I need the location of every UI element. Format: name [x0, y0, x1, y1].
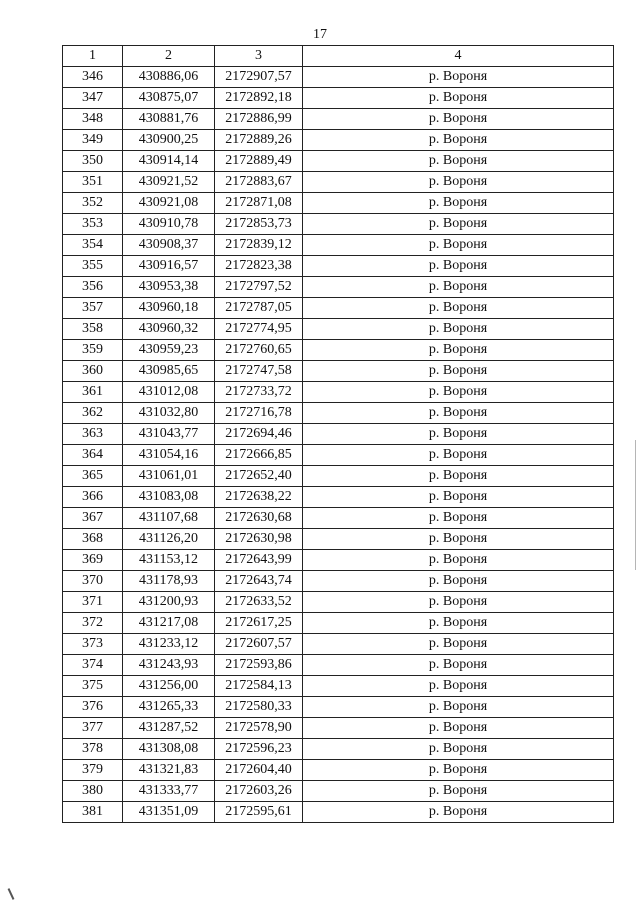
x-coordinate-cell: 431178,93	[123, 571, 215, 592]
point-number-cell: 361	[63, 382, 123, 403]
table-row	[63, 361, 614, 382]
y-coordinate-cell: 2172747,58	[215, 361, 303, 382]
y-coordinate-cell: 2172595,61	[215, 802, 303, 823]
description-cell: р. Вороня	[303, 781, 614, 802]
x-coordinate-cell: 430886,06	[123, 67, 215, 88]
description-cell: р. Вороня	[303, 697, 614, 718]
point-number-cell: 380	[63, 781, 123, 802]
x-coordinate-cell: 430921,08	[123, 193, 215, 214]
description-cell: р. Вороня	[303, 172, 614, 193]
page-number: 17	[313, 27, 327, 42]
table-row	[63, 88, 614, 109]
description-cell: р. Вороня	[303, 151, 614, 172]
point-number-cell: 350	[63, 151, 123, 172]
point-number-cell: 347	[63, 88, 123, 109]
description-cell: р. Вороня	[303, 802, 614, 823]
y-coordinate-cell: 2172633,52	[215, 592, 303, 613]
x-coordinate-cell: 430900,25	[123, 130, 215, 151]
x-coordinate-cell: 430985,65	[123, 361, 215, 382]
description-cell: р. Вороня	[303, 466, 614, 487]
y-coordinate-cell: 2172578,90	[215, 718, 303, 739]
point-number-cell: 353	[63, 214, 123, 235]
x-coordinate-cell: 431153,12	[123, 550, 215, 571]
table-row	[63, 403, 614, 424]
x-coordinate-cell: 431243,93	[123, 655, 215, 676]
point-number-cell: 376	[63, 697, 123, 718]
scan-mark	[8, 888, 15, 900]
x-coordinate-cell: 431107,68	[123, 508, 215, 529]
description-cell: р. Вороня	[303, 487, 614, 508]
y-coordinate-cell: 2172643,74	[215, 571, 303, 592]
description-cell: р. Вороня	[303, 214, 614, 235]
y-coordinate-cell: 2172889,49	[215, 151, 303, 172]
point-number-cell: 348	[63, 109, 123, 130]
description-cell: р. Вороня	[303, 340, 614, 361]
x-coordinate-cell: 431061,01	[123, 466, 215, 487]
description-cell: р. Вороня	[303, 508, 614, 529]
table-row	[63, 277, 614, 298]
point-number-cell: 366	[63, 487, 123, 508]
point-number-cell: 370	[63, 571, 123, 592]
y-coordinate-cell: 2172797,52	[215, 277, 303, 298]
table-row	[63, 592, 614, 613]
table-row	[63, 151, 614, 172]
table-row	[63, 466, 614, 487]
table-row	[63, 319, 614, 340]
point-number-cell: 373	[63, 634, 123, 655]
point-number-cell: 374	[63, 655, 123, 676]
x-coordinate-cell: 431032,80	[123, 403, 215, 424]
x-coordinate-cell: 430953,38	[123, 277, 215, 298]
table-row	[63, 613, 614, 634]
description-cell: р. Вороня	[303, 277, 614, 298]
description-cell: р. Вороня	[303, 718, 614, 739]
y-coordinate-cell: 2172733,72	[215, 382, 303, 403]
point-number-cell: 368	[63, 529, 123, 550]
point-number-cell: 352	[63, 193, 123, 214]
x-coordinate-cell: 431265,33	[123, 697, 215, 718]
description-cell: р. Вороня	[303, 235, 614, 256]
x-coordinate-cell: 430960,18	[123, 298, 215, 319]
point-number-cell: 349	[63, 130, 123, 151]
y-coordinate-cell: 2172823,38	[215, 256, 303, 277]
description-cell: р. Вороня	[303, 592, 614, 613]
x-coordinate-cell: 431233,12	[123, 634, 215, 655]
x-coordinate-cell: 431012,08	[123, 382, 215, 403]
point-number-cell: 365	[63, 466, 123, 487]
table-row	[63, 487, 614, 508]
point-number-cell: 364	[63, 445, 123, 466]
description-cell: р. Вороня	[303, 655, 614, 676]
description-cell: р. Вороня	[303, 67, 614, 88]
table-row	[63, 697, 614, 718]
table-row	[63, 760, 614, 781]
header-col-1: 1	[63, 46, 123, 67]
y-coordinate-cell: 2172666,85	[215, 445, 303, 466]
y-coordinate-cell: 2172886,99	[215, 109, 303, 130]
y-coordinate-cell: 2172883,67	[215, 172, 303, 193]
point-number-cell: 355	[63, 256, 123, 277]
point-number-cell: 369	[63, 550, 123, 571]
table-row	[63, 235, 614, 256]
header-col-4: 4	[303, 46, 614, 67]
description-cell: р. Вороня	[303, 256, 614, 277]
y-coordinate-cell: 2172603,26	[215, 781, 303, 802]
point-number-cell: 346	[63, 67, 123, 88]
description-cell: р. Вороня	[303, 130, 614, 151]
description-cell: р. Вороня	[303, 529, 614, 550]
table-row	[63, 445, 614, 466]
table-row	[63, 781, 614, 802]
y-coordinate-cell: 2172604,40	[215, 760, 303, 781]
point-number-cell: 379	[63, 760, 123, 781]
x-coordinate-cell: 431054,16	[123, 445, 215, 466]
description-cell: р. Вороня	[303, 634, 614, 655]
scan-edge-line	[635, 440, 636, 570]
x-coordinate-cell: 431287,52	[123, 718, 215, 739]
table-row	[63, 571, 614, 592]
y-coordinate-cell: 2172652,40	[215, 466, 303, 487]
x-coordinate-cell: 431217,08	[123, 613, 215, 634]
description-cell: р. Вороня	[303, 319, 614, 340]
point-number-cell: 371	[63, 592, 123, 613]
y-coordinate-cell: 2172716,78	[215, 403, 303, 424]
y-coordinate-cell: 2172638,22	[215, 487, 303, 508]
header-col-3: 3	[215, 46, 303, 67]
x-coordinate-cell: 431308,08	[123, 739, 215, 760]
y-coordinate-cell: 2172580,33	[215, 697, 303, 718]
table-row	[63, 109, 614, 130]
point-number-cell: 372	[63, 613, 123, 634]
table-row	[63, 67, 614, 88]
x-coordinate-cell: 431351,09	[123, 802, 215, 823]
point-number-cell: 359	[63, 340, 123, 361]
table-row	[63, 340, 614, 361]
x-coordinate-cell: 431083,08	[123, 487, 215, 508]
point-number-cell: 381	[63, 802, 123, 823]
table-row	[63, 676, 614, 697]
table-row	[63, 130, 614, 151]
y-coordinate-cell: 2172596,23	[215, 739, 303, 760]
description-cell: р. Вороня	[303, 88, 614, 109]
table-row	[63, 424, 614, 445]
table-row	[63, 529, 614, 550]
description-cell: р. Вороня	[303, 676, 614, 697]
x-coordinate-cell: 430910,78	[123, 214, 215, 235]
y-coordinate-cell: 2172853,73	[215, 214, 303, 235]
y-coordinate-cell: 2172787,05	[215, 298, 303, 319]
y-coordinate-cell: 2172871,08	[215, 193, 303, 214]
x-coordinate-cell: 430916,57	[123, 256, 215, 277]
description-cell: р. Вороня	[303, 298, 614, 319]
table-body	[63, 67, 614, 823]
point-number-cell: 358	[63, 319, 123, 340]
table-row	[63, 550, 614, 571]
x-coordinate-cell: 430908,37	[123, 235, 215, 256]
header-col-2: 2	[123, 46, 215, 67]
description-cell: р. Вороня	[303, 109, 614, 130]
point-number-cell: 360	[63, 361, 123, 382]
y-coordinate-cell: 2172889,26	[215, 130, 303, 151]
y-coordinate-cell: 2172630,68	[215, 508, 303, 529]
description-cell: р. Вороня	[303, 613, 614, 634]
point-number-cell: 363	[63, 424, 123, 445]
point-number-cell: 367	[63, 508, 123, 529]
x-coordinate-cell: 430881,76	[123, 109, 215, 130]
point-number-cell: 356	[63, 277, 123, 298]
coordinates-table	[62, 45, 614, 823]
table-row	[63, 739, 614, 760]
table-row	[63, 298, 614, 319]
x-coordinate-cell: 430914,14	[123, 151, 215, 172]
table-row	[63, 634, 614, 655]
point-number-cell: 377	[63, 718, 123, 739]
table-row	[63, 256, 614, 277]
description-cell: р. Вороня	[303, 361, 614, 382]
description-cell: р. Вороня	[303, 550, 614, 571]
y-coordinate-cell: 2172593,86	[215, 655, 303, 676]
x-coordinate-cell: 431321,83	[123, 760, 215, 781]
table-row	[63, 508, 614, 529]
y-coordinate-cell: 2172617,25	[215, 613, 303, 634]
point-number-cell: 351	[63, 172, 123, 193]
point-number-cell: 362	[63, 403, 123, 424]
y-coordinate-cell: 2172774,95	[215, 319, 303, 340]
y-coordinate-cell: 2172643,99	[215, 550, 303, 571]
x-coordinate-cell: 430921,52	[123, 172, 215, 193]
y-coordinate-cell: 2172892,18	[215, 88, 303, 109]
table-row	[63, 718, 614, 739]
y-coordinate-cell: 2172584,13	[215, 676, 303, 697]
x-coordinate-cell: 430959,23	[123, 340, 215, 361]
table-row	[63, 655, 614, 676]
table-row	[63, 382, 614, 403]
y-coordinate-cell: 2172630,98	[215, 529, 303, 550]
table-header-row	[63, 46, 614, 67]
point-number-cell: 354	[63, 235, 123, 256]
x-coordinate-cell: 431333,77	[123, 781, 215, 802]
x-coordinate-cell: 431256,00	[123, 676, 215, 697]
description-cell: р. Вороня	[303, 571, 614, 592]
x-coordinate-cell: 431200,93	[123, 592, 215, 613]
description-cell: р. Вороня	[303, 424, 614, 445]
description-cell: р. Вороня	[303, 403, 614, 424]
description-cell: р. Вороня	[303, 445, 614, 466]
description-cell: р. Вороня	[303, 382, 614, 403]
x-coordinate-cell: 431043,77	[123, 424, 215, 445]
table-row	[63, 802, 614, 823]
point-number-cell: 357	[63, 298, 123, 319]
description-cell: р. Вороня	[303, 739, 614, 760]
table-row	[63, 172, 614, 193]
point-number-cell: 378	[63, 739, 123, 760]
y-coordinate-cell: 2172607,57	[215, 634, 303, 655]
description-cell: р. Вороня	[303, 193, 614, 214]
description-cell: р. Вороня	[303, 760, 614, 781]
x-coordinate-cell: 431126,20	[123, 529, 215, 550]
y-coordinate-cell: 2172907,57	[215, 67, 303, 88]
y-coordinate-cell: 2172760,65	[215, 340, 303, 361]
table-row	[63, 214, 614, 235]
x-coordinate-cell: 430875,07	[123, 88, 215, 109]
x-coordinate-cell: 430960,32	[123, 319, 215, 340]
y-coordinate-cell: 2172694,46	[215, 424, 303, 445]
y-coordinate-cell: 2172839,12	[215, 235, 303, 256]
table-row	[63, 193, 614, 214]
point-number-cell: 375	[63, 676, 123, 697]
